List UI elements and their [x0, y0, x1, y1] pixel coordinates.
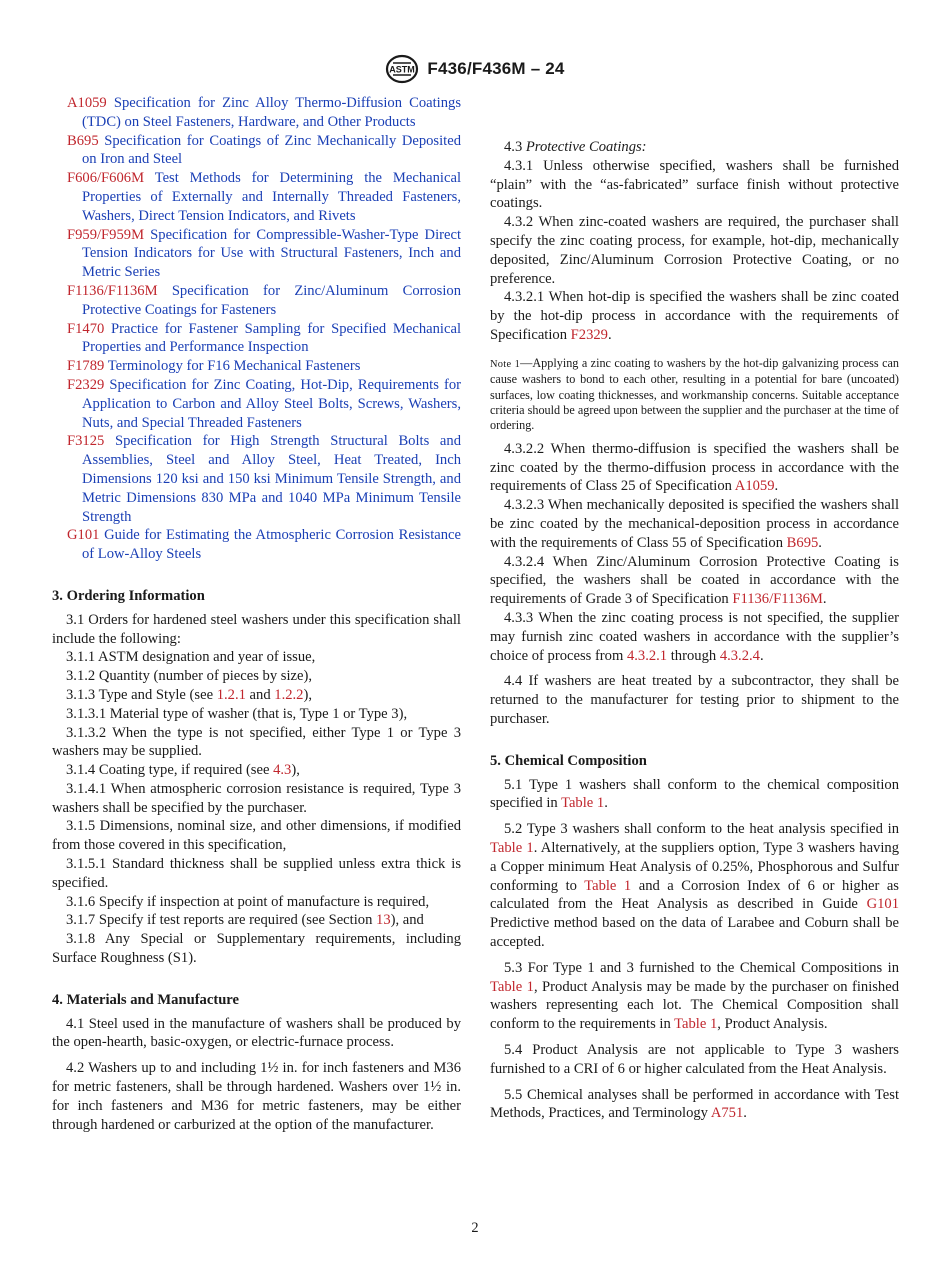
- para-3-1-4: 3.1.4 Coating type, if required (see 4.3),: [66, 762, 300, 779]
- reference-code-link[interactable]: F2329: [67, 376, 105, 393]
- reference-item: [67, 94, 461, 132]
- link-g101[interactable]: G101: [866, 896, 899, 913]
- link-table-1[interactable]: Table 1: [584, 877, 632, 894]
- document-designation: F436/F436M – 24: [427, 59, 565, 78]
- link-table-1[interactable]: Table 1: [674, 1016, 718, 1033]
- reference-code-link[interactable]: F1136/F1136M: [67, 282, 158, 299]
- link-section-13[interactable]: 13: [376, 912, 391, 929]
- para-4-2: 4.2 Washers up to and including 1½ in. for inch fasteners and M36 for metric fasteners, shall be through hardened. Washers over 1½ in. for inch fasteners and M36 for metric fasteners, may be either through hardened or carburized at the option of the manufacturer.: [52, 1060, 461, 1133]
- para-3-1-8: 3.1.8 Any Special or Supplementary requirements, including Surface Roughness (S1).: [52, 931, 461, 967]
- reference-title: Specification for Coatings of Zinc Mechanically Deposited on Iron and Steel: [82, 132, 461, 168]
- reference-code-link[interactable]: F3125: [67, 433, 105, 450]
- para-3-1-4-1: 3.1.4.1 When atmospheric corrosion resistance is required, Type 3 washers shall be specified by the purchaser.: [52, 780, 461, 816]
- para-4-3-2-4: 4.3.2.4 When Zinc/Aluminum Corrosion Protective Coating is specified, the washers shall be coated in accordance with the requirements of Grade 3 of Specification F1136/F1136M.: [490, 553, 899, 608]
- page-header: [0, 52, 950, 86]
- para-4-3: 4.3 Protective Coatings:: [504, 139, 647, 155]
- para-4-3-2-1: 4.3.2.1 When hot-dip is specified the washers shall be zinc coated by the hot-dip process in accordance with the requirements of Specification F2329.: [490, 289, 899, 343]
- para-4-3-2-3: 4.3.2.3 When mechanically deposited is specified the washers shall be zinc coated by the mechanical-deposition process in accordance with the requirements of Class 55 of Specification B695.: [490, 497, 899, 551]
- link-table-1[interactable]: Table 1: [490, 839, 534, 856]
- reference-title: Practice for Fastener Sampling for Specified Mechanical Properties and Performance Inspection: [82, 320, 461, 356]
- reference-item: [67, 226, 461, 282]
- right-column: [490, 94, 899, 1123]
- para-5-5: 5.5 Chemical analyses shall be performed in accordance with Test Methods, Practices, and Terminology A751.: [490, 1086, 899, 1122]
- reference-item: [67, 320, 461, 358]
- para-3-1-1: 3.1.1 ASTM designation and year of issue,: [66, 649, 316, 666]
- link-1-2-2[interactable]: 1.2.2: [274, 686, 304, 703]
- link-4-3[interactable]: 4.3: [273, 762, 292, 779]
- para-4-4: 4.4 If washers are heat treated by a subcontractor, they shall be returned to the manufacturer for testing prior to shipment to the purchaser.: [490, 673, 899, 727]
- para-4-1: 4.1 Steel used in the manufacture of washers shall be produced by the open-hearth, basic-oxygen, or electric-furnace process.: [52, 1015, 461, 1051]
- para-5-3: 5.3 For Type 1 and 3 furnished to the Chemical Compositions in Table 1, Product Analysis may be made by the purchaser on finished washers representing each lot. The Chemical Composition shall conform to the requirements in Table 1, Product Analysis.: [490, 959, 899, 1033]
- link-b695[interactable]: B695: [786, 534, 819, 551]
- link-table-1[interactable]: Table 1: [490, 978, 534, 995]
- link-a1059[interactable]: A1059: [734, 478, 775, 495]
- reference-title: Specification for Zinc Coating, Hot-Dip, Requirements for Application to Carbon and Alloy Steel Bolts, Screws, Washers, Nuts, and Special Threaded Fasteners: [82, 376, 461, 431]
- reference-code-link[interactable]: A1059: [67, 95, 107, 111]
- reference-code-link[interactable]: F959/F959M: [67, 226, 145, 243]
- section-4-heading: 4. Materials and Manufacture: [52, 991, 239, 1008]
- page-number: 2: [471, 1220, 479, 1236]
- para-3-1: 3.1 Orders for hardened steel washers under this specification shall include the following:: [52, 611, 461, 647]
- reference-code-link[interactable]: F606/F606M: [67, 170, 145, 187]
- link-a751[interactable]: A751: [710, 1105, 744, 1122]
- logo-text: ASTM: [389, 64, 416, 75]
- para-3-1-7: 3.1.7 Specify if test reports are required (see Section 13), and: [66, 912, 424, 929]
- para-4-3-2: 4.3.2 When zinc-coated washers are required, the purchaser shall specify the zinc coating process, for example, hot-dip, mechanically deposited, Zinc/Aluminum Corrosion Protective Coating, or no preference.: [490, 214, 899, 287]
- para-3-1-6: 3.1.6 Specify if inspection at point of manufacture is required,: [66, 893, 430, 910]
- section-5-heading: 5. Chemical Composition: [490, 752, 647, 769]
- link-4-3-2-1[interactable]: 4.3.2.1: [626, 647, 668, 664]
- para-3-1-3-2: 3.1.3.2 When the type is not specified, either Type 1 or Type 3 washers may be supplied.: [52, 724, 461, 760]
- para-5-1: 5.1 Type 1 washers shall conform to the chemical composition specified in Table 1.: [490, 776, 899, 812]
- section-3-heading: 3. Ordering Information: [52, 587, 205, 604]
- reference-item: [67, 132, 461, 170]
- referenced-documents-list: [52, 94, 461, 564]
- note-1: Note 1—Applying a zinc coating to washers by the hot-dip galvanizing process can cause washers to bond to each other, resulting in a potential for bare (uncoated) surfaces, low coating thicknesses, and workmanship concerns. Suitable acceptance criteria should be agreed upon between the supplier and the purchaser at the time of ordering.: [490, 355, 899, 433]
- link-1-2-1[interactable]: 1.2.1: [216, 686, 246, 703]
- reference-title: Specification for High Strength Structural Bolts and Assemblies, Steel and Alloy Steel, Heat Treated, Inch Dimensions 120 ksi and 150 ksi Minimum Tensile Strength, and Metric Dimensions 830 MPa and 1040 MPa Minimum Tensile Strength: [82, 433, 461, 525]
- reference-item: [67, 376, 461, 432]
- reference-item: [67, 432, 461, 526]
- astm-logo-icon: [385, 54, 419, 84]
- para-3-1-3-1: 3.1.3.1 Material type of washer (that is, Type 1 or Type 3),: [66, 705, 408, 722]
- link-table-1[interactable]: Table 1: [561, 795, 605, 812]
- reference-code-link[interactable]: G101: [67, 527, 100, 544]
- para-4-3-2-2: 4.3.2.2 When thermo-diffusion is specified the washers shall be zinc coated by the thermo-diffusion process in accordance with the requirements of Class 25 of Specification A1059.: [490, 440, 899, 495]
- para-3-1-5-1: 3.1.5.1 Standard thickness shall be supplied unless extra thick is specified.: [52, 856, 461, 891]
- reference-title: Specification for Zinc/Aluminum Corrosion Protective Coatings for Fasteners: [82, 282, 461, 318]
- reference-item: [67, 526, 461, 564]
- para-3-1-3: 3.1.3 Type and Style (see 1.2.1 and 1.2.2),: [66, 686, 312, 703]
- reference-title: Guide for Estimating the Atmospheric Corrosion Resistance of Low-Alloy Steels: [82, 527, 461, 563]
- link-4-3-2-4[interactable]: 4.3.2.4: [719, 647, 760, 664]
- para-5-2: 5.2 Type 3 washers shall conform to the heat analysis specified in Table 1. Alternatively, at the suppliers option, Type 3 washers having a Copper minimum Heat Analysis of 0.25%, Phosphorous and Sulfur conforming to Table 1 and a Corrosion Index of 6 or higher as calculated from the Heat Analysis as described in Guide G101 Predictive method based on the data of Larabee and Coburn shall be accepted.: [490, 821, 899, 950]
- reference-item: [67, 169, 461, 225]
- para-4-3-3: 4.3.3 When the zinc coating process is not specified, the supplier may furnish zinc coated washers in accordance with the supplier’s choice of process from 4.3.2.1 through 4.3.2.4.: [490, 609, 899, 664]
- reference-title: Terminology for F16 Mechanical Fasteners: [107, 358, 361, 375]
- reference-code-link[interactable]: B695: [67, 132, 99, 149]
- para-4-3-1: 4.3.1 Unless otherwise specified, washers shall be furnished “plain” with the “as-fabricated” surface finish without protective coatings.: [490, 157, 899, 212]
- link-f2329[interactable]: F2329: [570, 326, 608, 343]
- reference-item: [67, 357, 461, 376]
- reference-title: Test Methods for Determining the Mechanical Properties of Externally and Internally Threaded Fasteners, Washers, Direct Tension Indicators, and Rivets: [82, 170, 461, 224]
- reference-code-link[interactable]: F1470: [67, 320, 105, 337]
- reference-title: Specification for Compressible-Washer-Type Direct Tension Indicators for Use with Structural Fasteners, Inch and Metric Series: [82, 226, 461, 281]
- para-3-1-5: 3.1.5 Dimensions, nominal size, and other dimensions, if modified from those covered in this specification,: [52, 818, 461, 854]
- reference-title: Specification for Zinc Alloy Thermo-Diffusion Coatings (TDC) on Steel Fasteners, Hardware, and Other Products: [82, 95, 461, 130]
- reference-item: [67, 282, 461, 320]
- left-column: [52, 94, 461, 1134]
- link-f1136[interactable]: F1136/F1136M: [732, 591, 823, 608]
- reference-code-link[interactable]: F1789: [67, 358, 105, 375]
- para-5-4: 5.4 Product Analysis are not applicable to Type 3 washers furnished to a CRI of 6 or higher calculated from the Heat Analysis.: [490, 1041, 899, 1077]
- para-3-1-2: 3.1.2 Quantity (number of pieces by size),: [66, 668, 312, 685]
